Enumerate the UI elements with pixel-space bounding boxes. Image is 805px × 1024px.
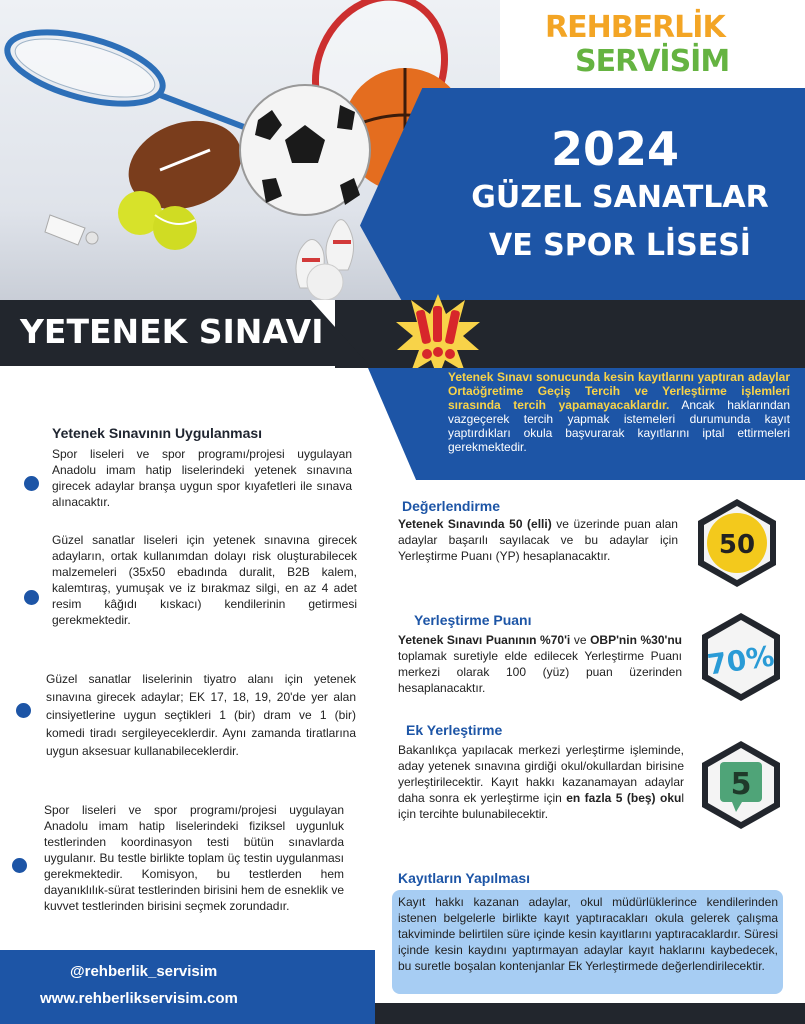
warning-highlight: Yetenek Sınavı sonucunda kesin kayıtlarını yaptıran adaylar Ortaöğretime Geçiş Tercih ve Yerleştirme işlemleri sırasında tercih yapamayacaklardır. xyxy=(448,370,790,412)
social-handle: @rehberlik_servisim xyxy=(70,963,218,980)
logo-line-2: SERVİSİM xyxy=(575,44,730,79)
degerlendirme-title: Değerlendirme xyxy=(402,498,501,514)
yerlestirme-text xyxy=(398,632,682,696)
bullet-dot xyxy=(12,858,27,873)
ek-yerlestirme-text xyxy=(398,742,684,822)
yerlestirme-title: Yerleştirme Puanı xyxy=(414,612,532,628)
badge-50-label: 50 xyxy=(718,530,756,560)
exclamation-burst-icon xyxy=(395,292,481,378)
warning-text xyxy=(448,370,790,454)
exam-banner-title: YETENEK SINAVI xyxy=(20,312,324,351)
score-50-badge-icon xyxy=(692,498,782,588)
yerlestirme-bold-1: Yetenek Sınavı Puanının %70'i xyxy=(398,633,571,647)
badge-70-label: 70% xyxy=(705,639,777,682)
title-line-2: VE SPOR LİSESİ xyxy=(489,228,751,263)
social-bar xyxy=(0,950,375,1024)
kayit-title: Kayıtların Yapılması xyxy=(398,870,531,886)
badminton-racket-icon xyxy=(0,18,265,135)
left-heading: Yetenek Sınavının Uygulanması xyxy=(52,425,263,441)
ek-yerlestirme-title: Ek Yerleştirme xyxy=(406,722,503,738)
title-year: 2024 xyxy=(550,122,680,176)
tennis-ball-icon xyxy=(153,206,197,250)
shuttlecock-icon xyxy=(45,215,98,245)
yerlestirme-bold-2: OBP'nin %30'nu xyxy=(590,633,683,647)
left-paragraph-2: Güzel sanatlar liseleri için yetenek sınavına girecek adayların, ortak kullanımdan dolayı risk oluşturabilecek malzemeleri (35x50 ebadında duralit, B2B kalem, kalemtıraş, yumuşak ve iz bırakmaz silgi, en az 4 adet resim kâğıdı kıskacı) kendilerinin getirmesi gerekmektedir. xyxy=(52,533,357,627)
left-paragraph-1: Spor liseleri ve spor programı/projesi uygulayan Anadolu imam hatip liselerindeki yetenek sınavına girecek adaylar branşa uygun spor kıyafetleri ile sınava alınacaktır. xyxy=(52,447,352,509)
yerlestirme-mid: ve xyxy=(570,633,591,647)
badge-5-label: 5 xyxy=(730,767,752,802)
golf-ball-icon xyxy=(307,264,343,300)
logo-line-1: REHBERLİK xyxy=(545,10,725,45)
ek-text-2: l için tercihte bulunabilecektir. xyxy=(398,791,684,821)
warning-rest: Ancak haklarından vazgeçerek tercih yapmak istemeleri durumunda kayıt yaptırdıkları okula başvurarak kayıtlarını iptal ettirmeleri gerekmektedir. xyxy=(448,398,790,454)
ek-text-1: Bakanlıkça yapılacak merkezi yerleştirme işleminde, aday yetenek sınavına girdiği okul/okullardan birisine yerleştirilecektir. Kayıt hakkı kazanamayan adaylar daha sonra ek yerleştirme için xyxy=(398,743,684,805)
bullet-dot xyxy=(24,476,39,491)
degerlendirme-rest: ve üzerinde puan alan adaylar başarılı sayılacak ve bu adaylar için Yerleştirme Puanı (YP) hesaplanacaktır. xyxy=(398,517,678,563)
kayit-text: Kayıt hakkı kazanan adaylar, okul müdürlüklerince kendilerinden istenen belgelerle birlikte kayıt yaptıracakları okula gelerek çalışma takviminde belirtilen süre içinde kesin kayıtlarını yaptıracaklardır. Süresi içinde kesin kaydını yaptırmayan adaylar kayıt haklarını kaybedecek, bu suretle boşalan kontenjanlar Ek Yerleştirmede değerlendirilecektir. xyxy=(398,895,778,973)
percent-70-badge-icon xyxy=(696,612,786,702)
bullet-dot xyxy=(16,703,31,718)
degerlendirme-text xyxy=(398,516,678,564)
website-link[interactable]: www.rehberlikservisim.com xyxy=(40,990,238,1007)
bullet-dot xyxy=(24,590,39,605)
left-paragraph-3: Güzel sanatlar liselerinin tiyatro alanı için yetenek sınavına girecek adaylar; EK 17, 18, 19, 20'de yer alan cinsiyetlerine uygun seçtikleri 1 (bir) dram ve 1 (bir) komedi tiradı sergileyeceklerdir. Aynı zamanda tiratlarına uygun aksesuar kullanabileceklerdir. xyxy=(46,672,356,758)
yerlestirme-rest: toplamak suretiyle elde edilecek Yerleştirme Puanı merkezi olarak 100 (yüz) puan üzerinden hesaplanacaktır. xyxy=(398,649,682,695)
ek-bold: en fazla 5 (beş) oku xyxy=(566,791,682,805)
number-5-badge-icon xyxy=(696,740,786,830)
footer-dark-strip xyxy=(375,1003,805,1024)
left-paragraph-4: Spor liseleri ve spor programı/projesi uygulayan Anadolu imam hatip liselerindeki fiziksel uygunluk testlerinden koordinasyon testi bütün sınavlarda uygulanır. Bu testle birlikte toplam üç testin uygulanması gerekmektedir. Komisyon, bu testlerden hem dayanıklılık-sürat testlerinden birisini hem de esneklik ve kuvvet testlerinden birisini seçmek zorundadır. xyxy=(44,803,344,913)
degerlendirme-bold: Yetenek Sınavında 50 (elli) xyxy=(398,517,552,531)
title-line-1: GÜZEL SANATLAR xyxy=(471,180,769,215)
